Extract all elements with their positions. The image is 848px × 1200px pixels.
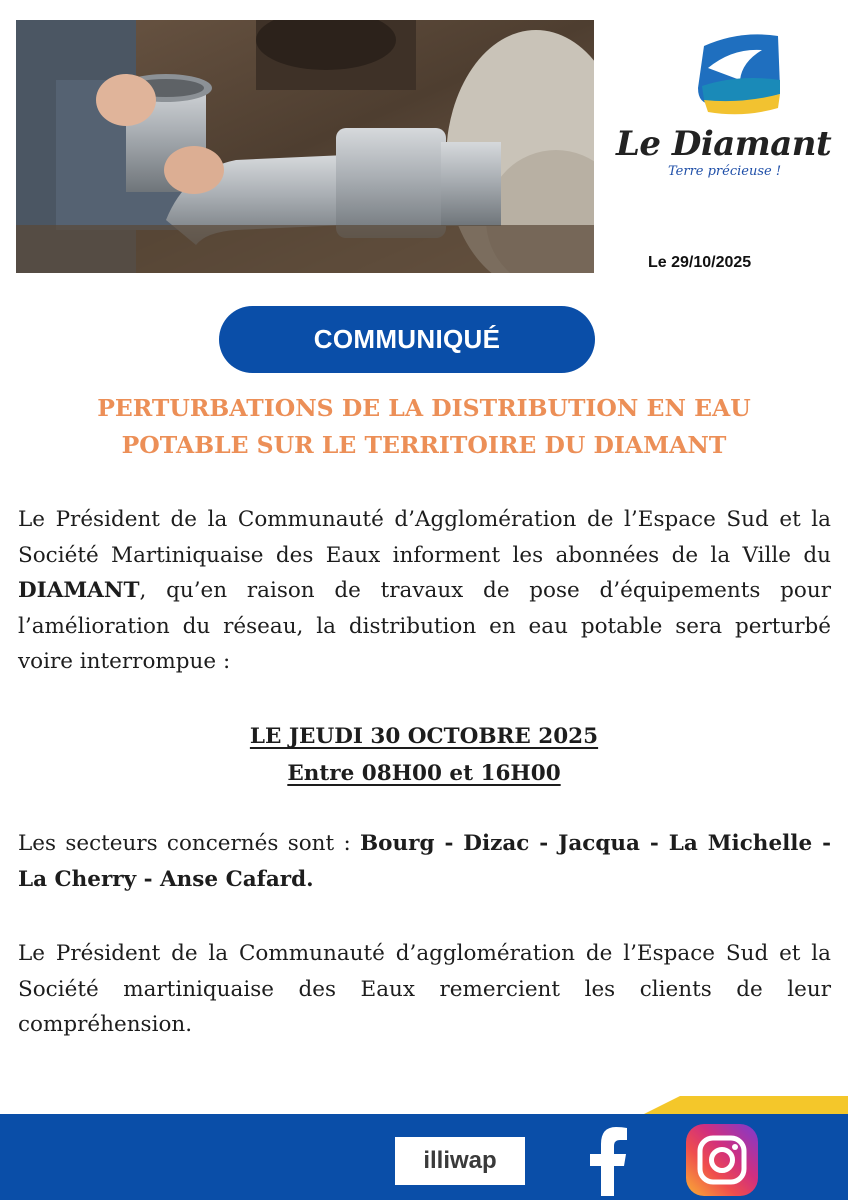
- intro-city-name: DIAMANT: [18, 578, 140, 603]
- photo-illustration: [16, 20, 594, 273]
- facebook-icon[interactable]: [584, 1126, 630, 1196]
- sectors-paragraph: [18, 826, 831, 897]
- sectors-list: Bourg - Dizac - Jacqua - La Michelle - La Cherry - Anse Cafard.: [18, 831, 831, 892]
- logo-emblem-icon: [612, 28, 838, 124]
- closing-paragraph: Le Président de la Communauté d’agglomération de l’Espace Sud et la Société martiniquaise des Eaux remercient les clients de leur compréhension.: [18, 941, 831, 1037]
- headline: [20, 390, 828, 464]
- intro-text-1: Le Président de la Communauté d’Agglomération de l’Espace Sud et la Société Martiniquaise des Eaux informent les abonnées de la Ville du: [18, 507, 831, 568]
- sectors-intro: Les secteurs concernés sont :: [18, 831, 360, 856]
- headline-line-2: POTABLE SUR LE TERRITOIRE DU DIAMANT: [121, 431, 727, 459]
- interruption-date: LE JEUDI 30 OCTOBRE 2025: [249, 724, 599, 749]
- interruption-hours: Entre 08H00 et 16H00: [287, 761, 561, 786]
- instagram-glyph-icon: [686, 1124, 758, 1196]
- intro-paragraph: [18, 502, 831, 680]
- illiwap-label: illiwap: [423, 1147, 497, 1174]
- interruption-date-block: [0, 718, 848, 792]
- logo-wordmark: Le Diamant: [616, 124, 832, 164]
- logo-tagline: Terre précieuse !: [668, 164, 782, 179]
- intro-text-2: , qu’en raison de travaux de pose d’équipements pour l’amélioration du réseau, la distribution en eau potable sera perturbé voire interrompue :: [18, 578, 831, 674]
- communique-label: COMMUNIQUÉ: [313, 324, 501, 354]
- instagram-icon[interactable]: [686, 1124, 758, 1196]
- footer-accent-stripe: [640, 1096, 848, 1116]
- illiwap-link[interactable]: [395, 1137, 525, 1185]
- pipe-repair-photo: [16, 20, 594, 273]
- communique-banner: [219, 306, 595, 373]
- le-diamant-logo: [612, 28, 838, 208]
- publication-date: Le 29/10/2025: [648, 254, 752, 271]
- headline-line-1: PERTURBATIONS DE LA DISTRIBUTION EN EAU: [97, 394, 751, 422]
